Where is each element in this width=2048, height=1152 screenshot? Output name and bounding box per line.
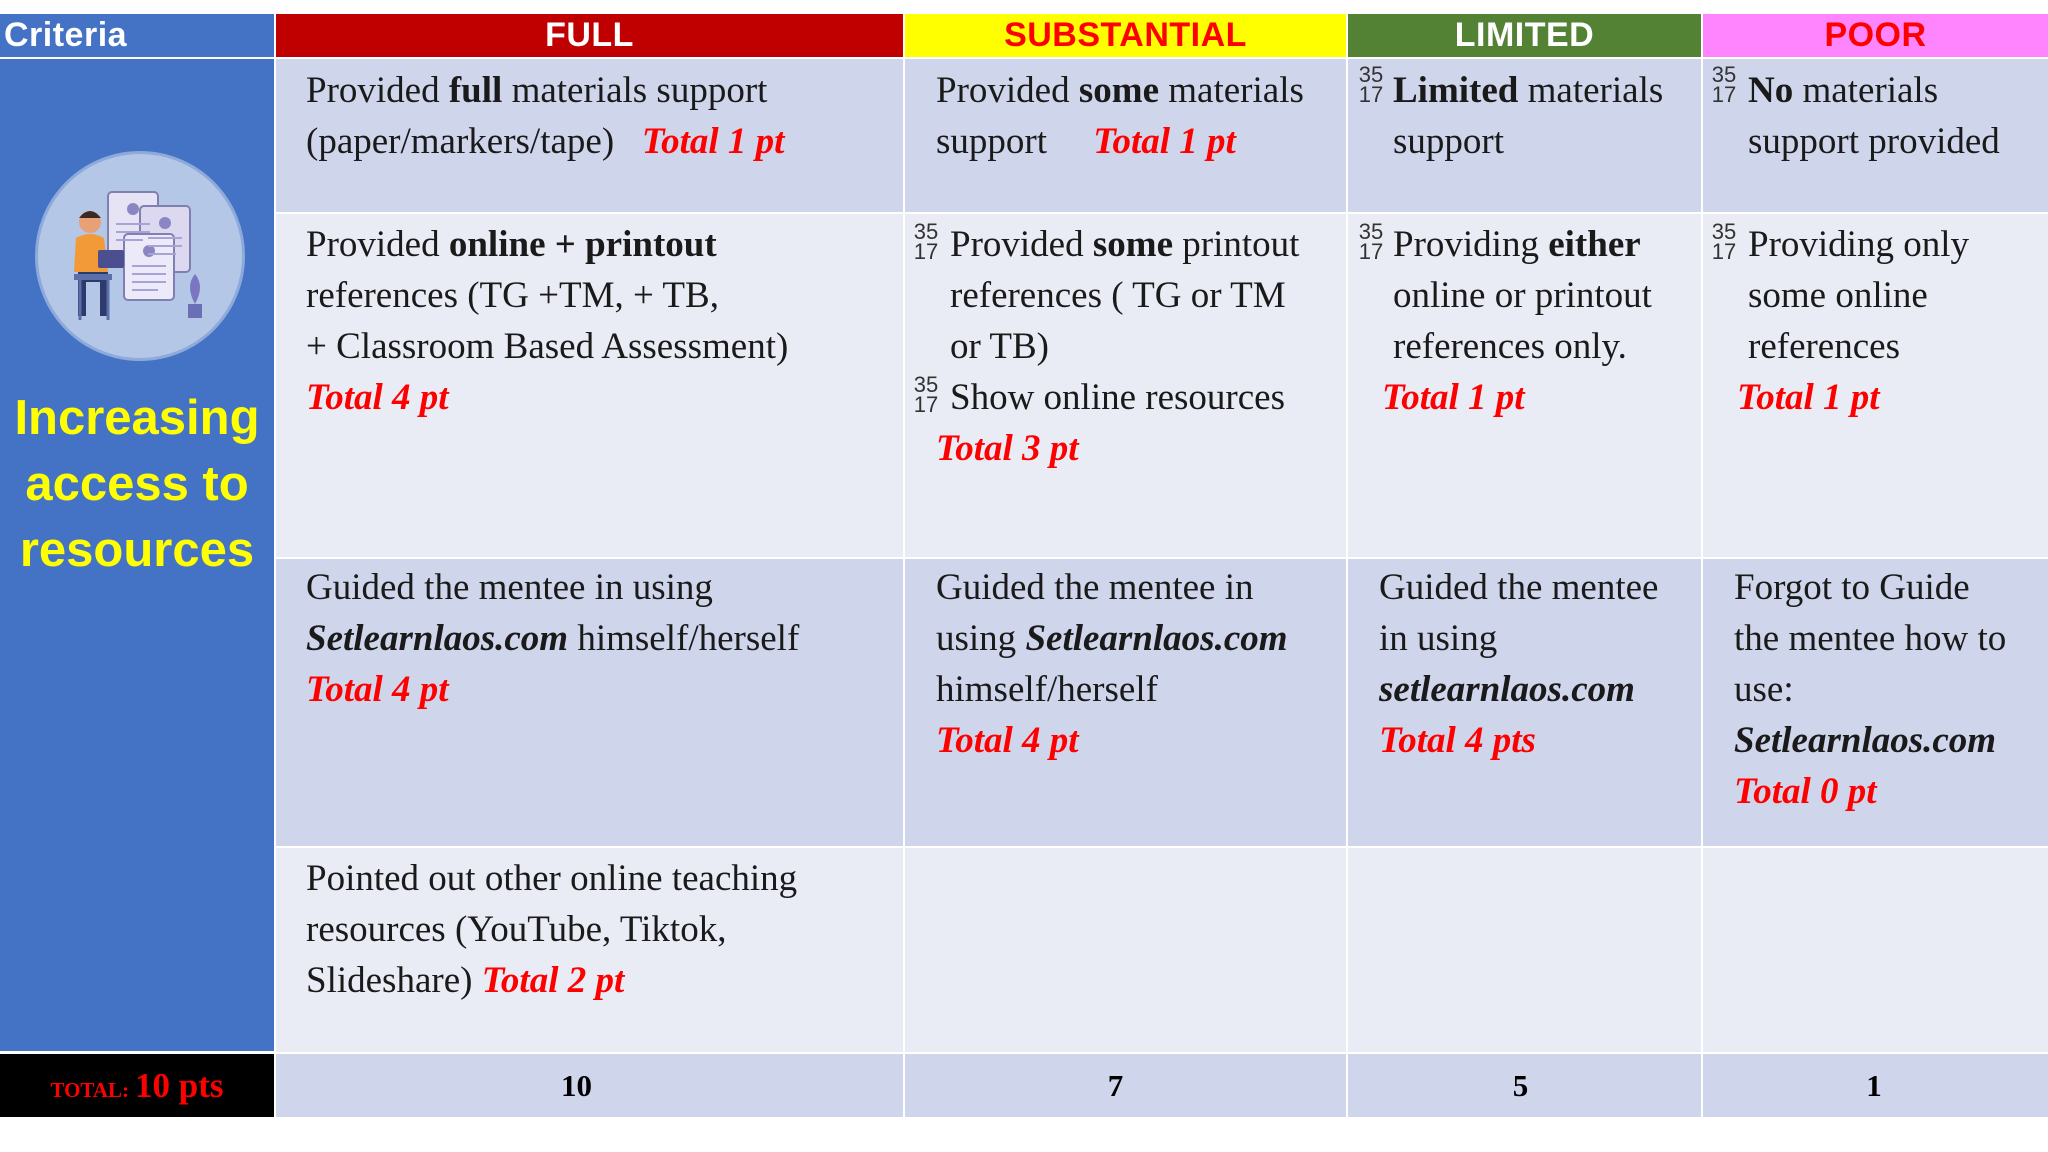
header-criteria: Criteria (0, 14, 274, 57)
cell-text: himself/herself (568, 618, 800, 659)
cell-text: online or printout (1393, 275, 1652, 316)
cell-r1-full (276, 59, 903, 212)
cell-text: Provided (306, 224, 449, 265)
header-limited: LIMITED (1348, 14, 1701, 57)
points-label: Total 1 pt (1382, 377, 1525, 418)
cell-text: Show online resources (950, 377, 1285, 418)
cell-r3-poor (1703, 559, 2048, 846)
cell-text: resources (YouTube, Tiktok, (306, 909, 727, 950)
cell-r2-substantial (905, 214, 1346, 557)
total-value: 5 (1512, 1067, 1529, 1103)
cell-text: references ( TG or TM (950, 275, 1286, 316)
header-poor: POOR (1703, 14, 2048, 57)
cell-text: Provided (950, 224, 1093, 265)
header-substantial: SUBSTANTIAL (905, 14, 1346, 57)
cell-text: Guided the mentee in (936, 567, 1254, 608)
total-label-small: TOTAL: (50, 1078, 130, 1102)
cell-text: use: (1734, 669, 1794, 710)
cell-text-bold: either (1548, 224, 1641, 265)
cell-r2-limited (1348, 214, 1701, 557)
points-label: Total 1 pt (641, 121, 785, 162)
bullet-icon: 35 17 (913, 372, 939, 417)
bullet-icon: 35 17 (1711, 62, 1737, 107)
header-full: FULL (276, 14, 903, 57)
cell-text: himself/herself (936, 669, 1158, 710)
cell-text: Guided the mentee (1379, 567, 1659, 608)
cell-text-bold: online + printout (448, 224, 717, 265)
cell-text: references only. (1393, 326, 1627, 367)
points-label: Total 2 pt (481, 960, 625, 1001)
criteria-column (0, 59, 274, 1051)
total-value: 7 (1107, 1067, 1124, 1103)
bullet-icon: 35 17 (1358, 219, 1384, 264)
cell-text: Guided the mentee in using (306, 567, 713, 608)
cell-r4-substantial (905, 848, 1346, 1052)
cell-text: Providing (1393, 224, 1549, 265)
points-label: Total 0 pt (1734, 771, 1877, 812)
points-label: Total 4 pt (936, 720, 1079, 761)
cell-r4-poor (1703, 848, 2048, 1052)
cell-text: support (936, 121, 1047, 162)
points-label: Total 3 pt (936, 428, 1079, 469)
bullet-icon: 35 17 (1711, 219, 1737, 264)
cell-r1-substantial (905, 59, 1346, 212)
cell-text: some online (1748, 275, 1928, 316)
points-label: Total 1 pt (1737, 377, 1880, 418)
total-poor (1703, 1054, 2048, 1117)
cell-r1-poor (1703, 59, 2048, 212)
cell-r1-limited (1348, 59, 1701, 212)
website-name: Setlearnlaos.com (1025, 618, 1288, 659)
cell-text: Pointed out other online teaching (306, 858, 798, 899)
cell-text: Slideshare) (306, 960, 482, 1001)
cell-text: support provided (1748, 121, 2000, 162)
cell-text: materials (1793, 70, 1939, 111)
cell-text: materials support (502, 70, 768, 111)
cell-text: materials (1518, 70, 1664, 111)
cell-text: references (1748, 326, 1900, 367)
cell-text: printout (1173, 224, 1300, 265)
cell-text-bold: some (1078, 70, 1160, 111)
points-label: Total 4 pts (1379, 720, 1536, 761)
cell-text-bold: full (448, 70, 503, 111)
cell-r3-limited (1348, 559, 1701, 846)
cell-r3-substantial (905, 559, 1346, 846)
points-label: Total 4 pt (306, 377, 449, 418)
cell-text: support (1393, 121, 1504, 162)
total-label-value: 10 pts (135, 1065, 224, 1105)
cell-text: Provided (936, 70, 1079, 111)
cell-text: Forgot to Guide (1734, 567, 1970, 608)
criterion-title-line: access to (25, 457, 249, 511)
cell-text-bold: some (1092, 224, 1174, 265)
website-name: setlearnlaos.com (1379, 669, 1635, 710)
cell-text: or TB) (950, 326, 1050, 367)
cell-text: references (TG +TM, + TB, (306, 275, 719, 316)
criterion-title-line: resources (19, 523, 255, 577)
person-at-desk-with-documents-icon (35, 151, 245, 361)
cell-text: Providing only (1748, 224, 1969, 265)
cell-text-bold: No (1748, 70, 1794, 111)
cell-text: using (936, 618, 1026, 659)
website-name: Setlearnlaos.com (1734, 720, 1997, 761)
points-label: Total 4 pt (306, 669, 449, 710)
cell-text: the mentee how to (1734, 618, 2007, 659)
total-substantial (905, 1054, 1346, 1117)
cell-text: (paper/markers/tape) (306, 121, 615, 162)
cell-r3-full (276, 559, 903, 846)
cell-text: materials (1159, 70, 1304, 111)
total-value: 10 (561, 1067, 592, 1103)
total-value: 1 (1866, 1067, 1882, 1103)
cell-text-bold: Limited (1393, 70, 1519, 111)
cell-text: in using (1379, 618, 1498, 659)
criterion-title (0, 385, 274, 583)
cell-text: Provided (306, 70, 449, 111)
total-label (0, 1054, 274, 1117)
cell-r4-full (276, 848, 903, 1052)
cell-r2-poor (1703, 214, 2048, 557)
criterion-title-line: Increasing (14, 391, 260, 445)
bullet-icon: 35 17 (913, 219, 939, 264)
cell-text: + Classroom Based Assessment) (306, 326, 789, 367)
website-name: Setlearnlaos.com (306, 618, 569, 659)
total-full (276, 1054, 903, 1117)
bullet-icon: 35 17 (1358, 62, 1384, 107)
total-limited (1348, 1054, 1701, 1117)
points-label: Total 1 pt (1093, 121, 1236, 162)
cell-r2-full (276, 214, 903, 557)
cell-r4-limited (1348, 848, 1701, 1052)
